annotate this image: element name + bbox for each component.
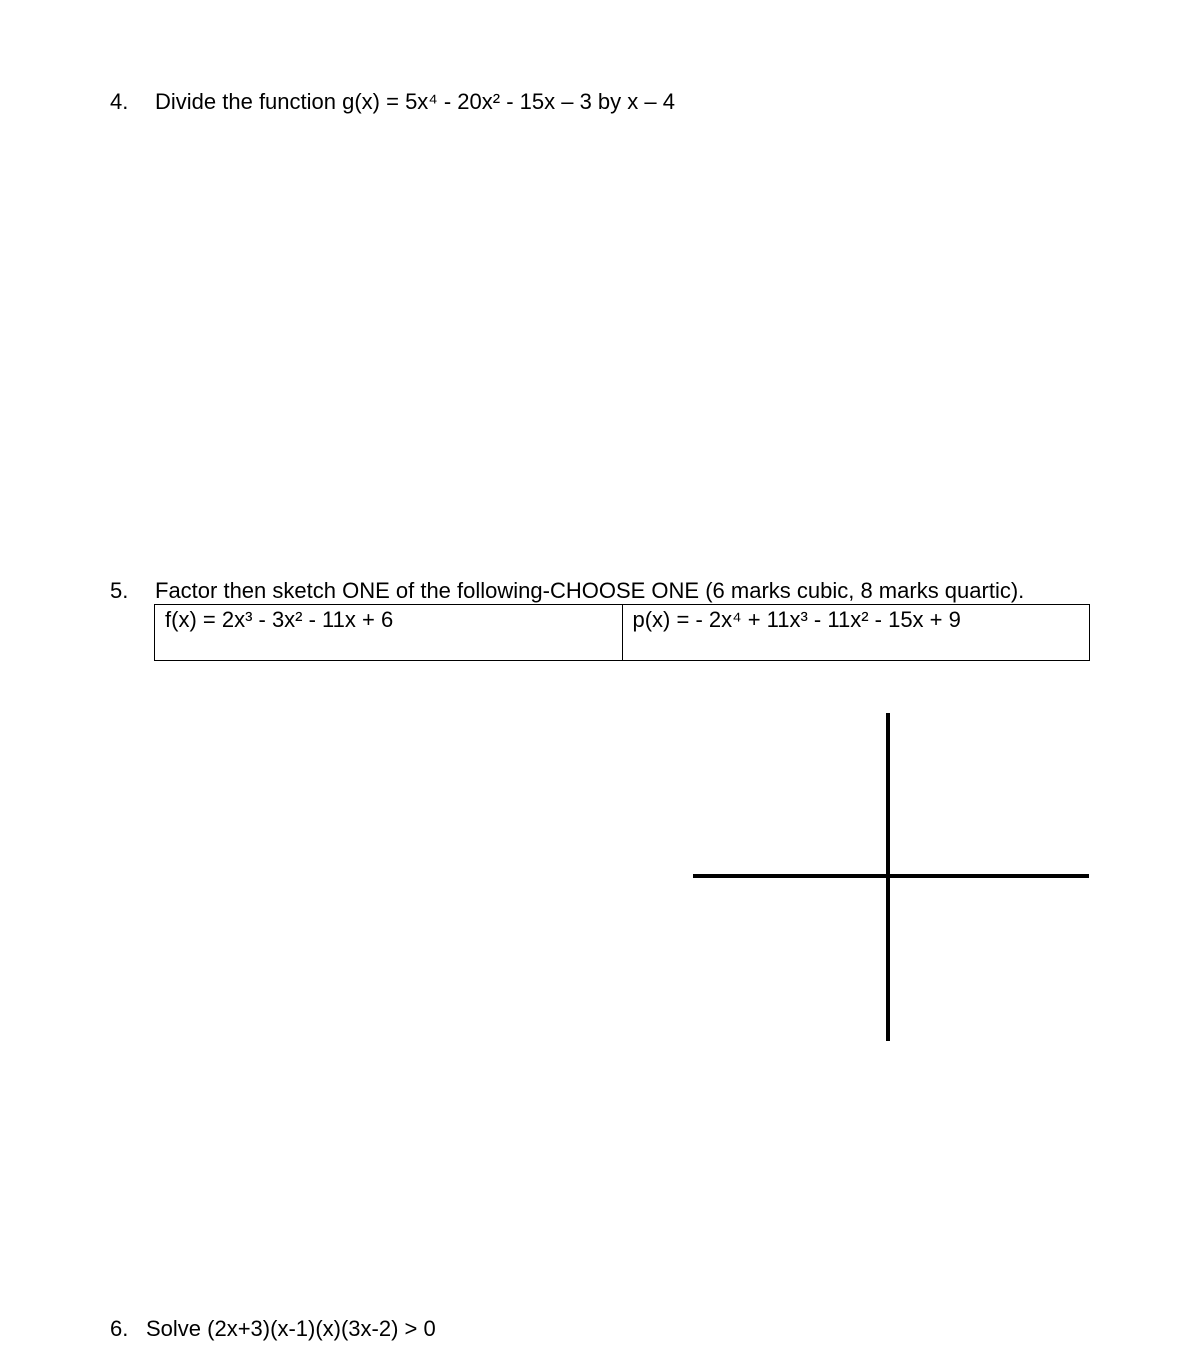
question-4-text: Divide the function g(x) = 5x⁴ - 20x² - 15x – 3 by x – 4 [155,89,675,114]
sketch-axes [690,710,1092,1044]
question-4-number: 4. [110,89,129,114]
quartic-function-option: p(x) = - 2x⁴ + 11x³ - 11x² - 15x + 9 [622,605,1090,661]
question-5-number: 5. [110,578,129,603]
table-row [155,605,1090,661]
question-6-number: 6. [110,1316,129,1341]
cubic-function-option: f(x) = 2x³ - 3x² - 11x + 6 [155,605,623,661]
function-choice-table [154,604,1090,661]
question-6-text: Solve (2x+3)(x-1)(x)(3x-2) > 0 [146,1316,436,1341]
question-5-text: Factor then sketch ONE of the following-CHOOSE ONE (6 marks cubic, 8 marks quartic). [155,578,1025,603]
